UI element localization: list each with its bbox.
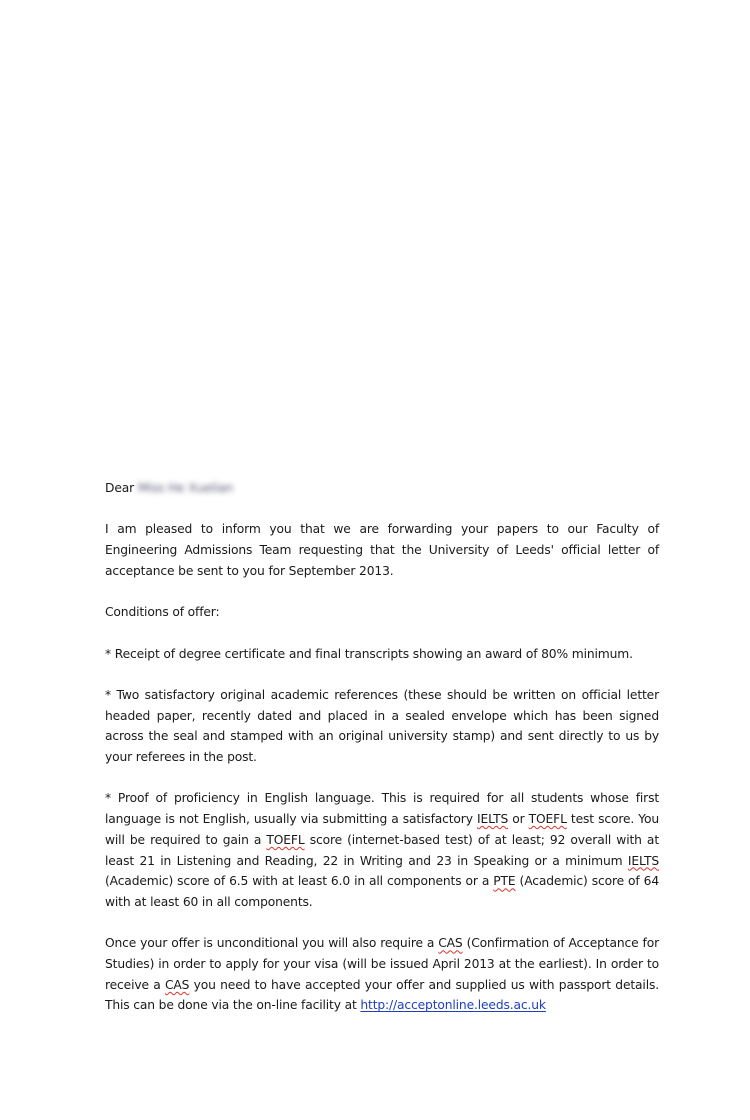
cas-text-2: (Confirmation of Acceptance for Studies) in order to apply for your visa (will be issued April 2013 at the earliest). In order to receive a: [105, 936, 659, 992]
page-bottom-crop: [0, 1034, 750, 1100]
accept-online-link[interactable]: http://acceptonline.leeds.ac.uk: [360, 998, 546, 1013]
condition-references: * Two satisfactory original academic references (these should be written on official letter headed paper, recently dated and placed in a sealed envelope which has been signed across the seal and stamped with an original university stamp) and sent directly to us by your referees in the post.: [105, 687, 659, 765]
toefl-term: TOEFL: [266, 832, 305, 847]
english-text-3: score (internet-based test) of at least; 92 overall with at least 21 in Listening and Reading, 22 in Writing and 23 in Speaking or a minimum: [105, 832, 659, 868]
salutation-label: Dear: [105, 481, 135, 495]
toefl-term: TOEFL: [528, 812, 567, 827]
salutation: [105, 478, 659, 499]
cas-text-1: Once your offer is unconditional you will also require a: [105, 936, 439, 951]
letter-body: [105, 478, 659, 1120]
redacted-recipient-name: Miss He Xuelian: [138, 481, 234, 495]
condition-english: [105, 788, 659, 912]
pte-term: PTE: [493, 874, 516, 889]
condition-degree: * Receipt of degree certificate and final transcripts showing an award of 80% minimum.: [105, 646, 633, 661]
english-text-1: * Proof of proficiency in English language. This is required for all students whose first language is not English, usually via submitting a satisfactory: [105, 791, 659, 827]
intro-paragraph: I am pleased to inform you that we are forwarding your papers to our Faculty of Engineering Admissions Team requesting that the University of Leeds' official letter of acceptance be sent to you for September 2013.: [105, 522, 659, 578]
ielts-term: IELTS: [627, 853, 659, 868]
cas-paragraph: [105, 933, 659, 1016]
english-text-4: (Academic) score of 6.5 with at least 6.0 in all components or a: [105, 874, 494, 889]
conditions-heading: Conditions of offer:: [105, 605, 220, 620]
english-text-or: or: [508, 812, 529, 827]
cas-text-3: you need to have accepted your offer and supplied us with passport details. This can be done via the on-line facility at: [105, 977, 659, 1013]
cas-term: CAS: [438, 936, 463, 951]
english-text-5: (Academic) score of 64 with at least 60 in all components.: [105, 874, 660, 909]
ielts-term: IELTS: [476, 812, 509, 827]
cas-term: CAS: [164, 977, 190, 992]
english-text-2: test score. You will be required to gain a: [105, 812, 660, 847]
